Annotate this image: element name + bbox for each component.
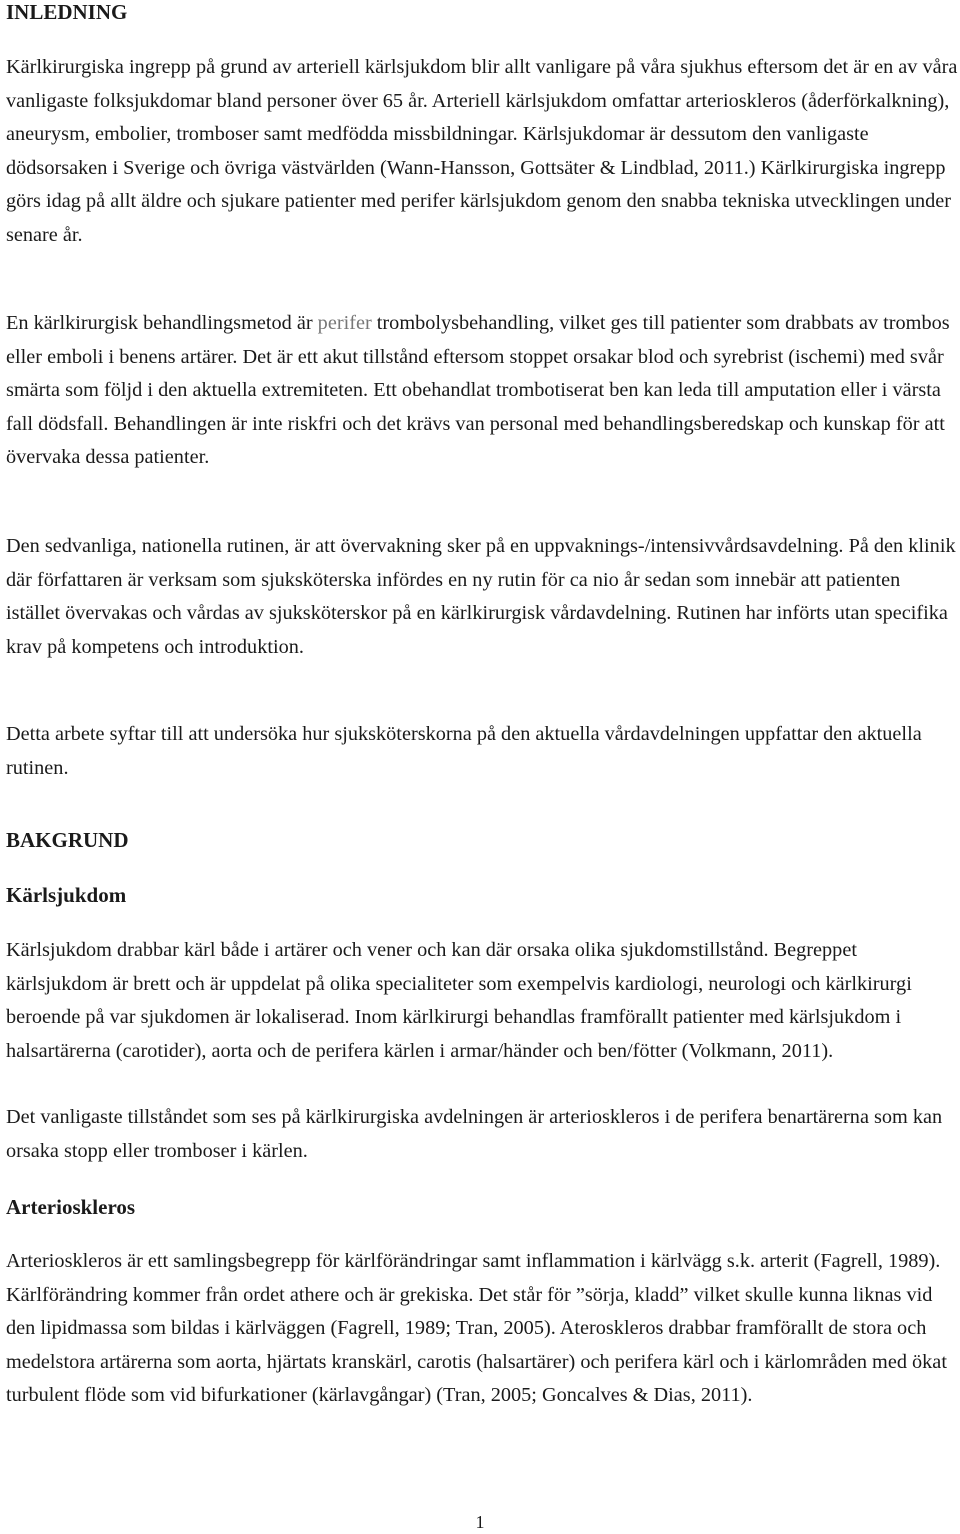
paragraph-inledning-1: Kärlkirurgiska ingrepp på grund av arteriell kärlsjukdom blir allt vanligare på våra sjukhus eftersom det är en av våra vanligaste folksjukdomar bland personer över 65 år. Arteriell kärlsjukdom omfattar arterioskleros (åderförkalkning), aneurysm, embolier, tromboser samt medfödda missbildningar. Kärlsjukdomar är dessutom den vanligaste dödsorsaken i Sverige och övriga västvärlden (Wann-Hansson, Gottsäter & Lindblad, 2011.) Kärlkirurgiska ingrepp görs idag på allt äldre och sjukare patienter med perifer kärlsjukdom genom den snabba tekniska utvecklingen under senare år. <box>6 56 958 246</box>
page-number: 1 <box>475 1512 485 1532</box>
paragraph-karlsjukdom-2: Det vanligaste tillståndet som ses på kärlkirurgiska avdelningen är arterioskleros i de perifera benartärerna som kan orsaka stopp eller tromboser i kärlen. <box>6 1106 943 1162</box>
paragraph-inledning-3: Den sedvanliga, nationella rutinen, är att övervakning sker på en uppvaknings-/intensivvårdsavdelning. På den klinik där författaren är verksam som sjuksköterska infördes en ny rutin för ca nio år sedan som innebär att patienten istället övervakas och vårdas av sjuksköterskor på en kärlkirurgisk vårdavdelning. Rutinen har införts utan specifika krav på kompetens och introduktion. <box>6 535 956 658</box>
paragraph-inledning-4: Detta arbete syftar till att undersöka hur sjuksköterskorna på den aktuella vårdavdelningen uppfattar den aktuella rutinen. <box>6 723 922 779</box>
paragraph-inledning-2 <box>6 307 958 475</box>
heading-inledning: INLEDNING <box>6 0 128 24</box>
heading-bakgrund: BAKGRUND <box>6 828 129 852</box>
paragraph-arterioskleros-1: Arterioskleros är ett samlingsbegrepp för kärlförändringar samt inflammation i kärlvägg s.k. arterit (Fagrell, 1989). Kärlförändring kommer från ordet athere och är grekiska. Det står för ”sörja, kladd” vilket skulle kunna liknas vid den lipidmassa som bildas i kärlväggen (Fagrell, 1989; Tran, 2005). Ateroskleros drabbar framförallt de stora och medelstora artärerna som aorta, hjärtats kranskärl, carotis (halsartärer) och perifera kärl och i kärlområden med ökat turbulent flöde som vid bifurkationer (kärlavgångar) (Tran, 2005; Goncalves & Dias, 2011). <box>6 1250 947 1406</box>
heading-arterioskleros: Arterioskleros <box>6 1195 136 1219</box>
p2-text-after: trombolysbehandling, vilket ges till patienter som drabbats av trombos eller emboli i benens artärer. Det är ett akut tillstånd eftersom stoppet orsakar blod och syrebrist (ischemi) med svår smärta som följd i den aktuella extremiteten. Ett obehandlat trombotiserat ben kan leda till amputation eller i värsta fall dödsfall. Behandlingen är inte riskfri och det krävs van personal med behandlingsberedskap och kunskap för att övervaka dessa patienter. <box>6 312 950 468</box>
heading-karlsjukdom: Kärlsjukdom <box>6 883 127 907</box>
paragraph-karlsjukdom-1: Kärlsjukdom drabbar kärl både i artärer och vener och kan där orsaka olika sjukdomstillstånd. Begreppet kärlsjukdom är brett och är uppdelat på olika specialiteter som exempelvis kardiologi, neurologi och kärlkirurgi beroende på var sjukdomen är lokaliserad. Inom kärlkirurgi behandlas framförallt patienter med kärlsjukdom i halsartärerna (carotider), aorta och de perifera kärlen i armar/händer och ben/fötter (Volkmann, 2011). <box>6 939 912 1062</box>
p2-highlight-perifer: perifer <box>317 312 372 334</box>
p2-text-before: En kärlkirurgisk behandlingsmetod är <box>6 312 318 334</box>
